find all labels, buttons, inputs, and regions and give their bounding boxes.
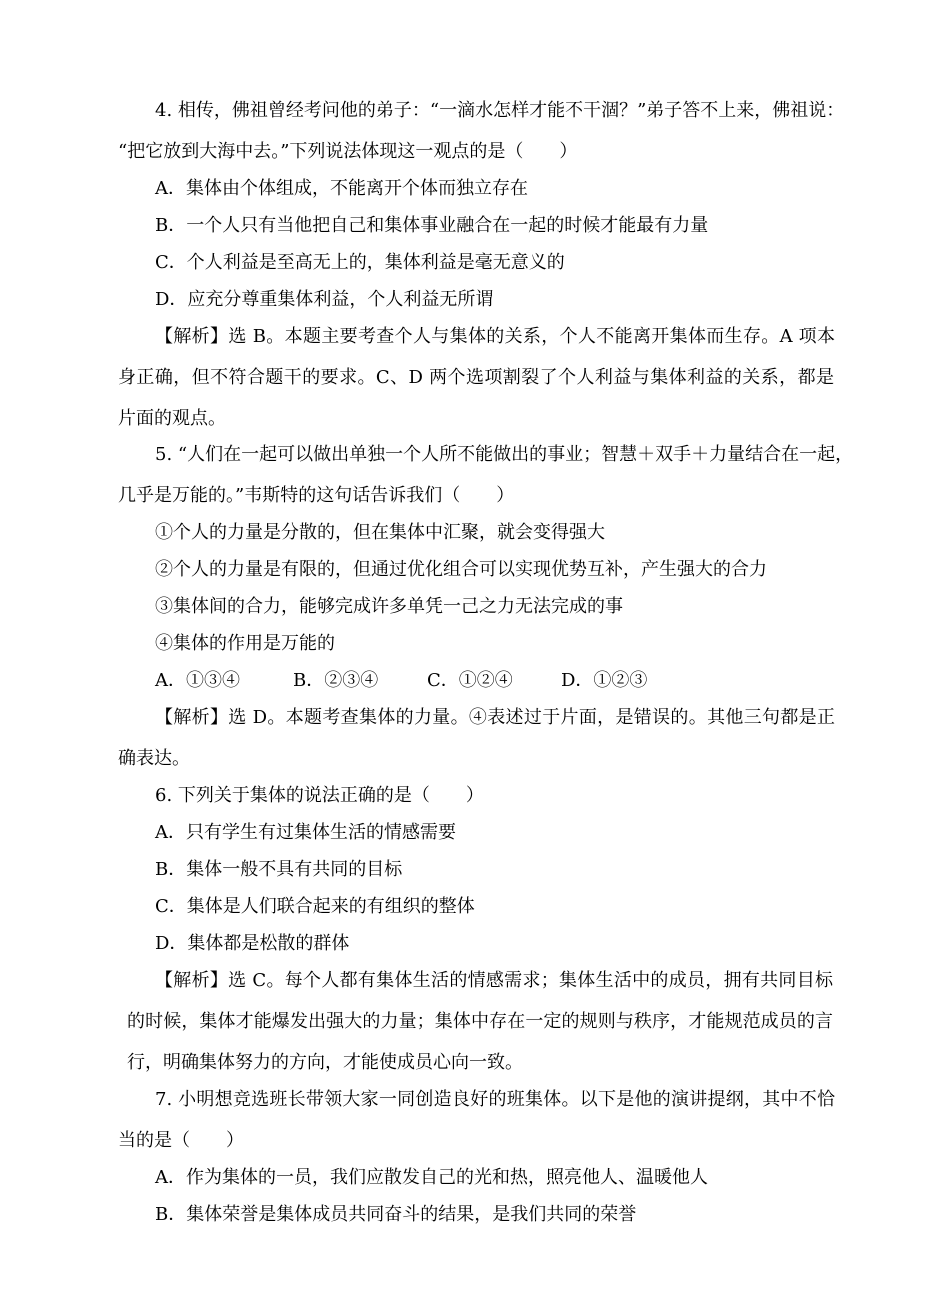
q4-stem-line1: 4. 相传，佛祖曾经考问他的弟子：“一滴水怎样才能不干涸？”弟子答不上来，佛祖说： bbox=[155, 100, 845, 121]
q5-analysis-line2: 确表达。 bbox=[118, 748, 190, 769]
q5-option-d: D．①②③ bbox=[561, 670, 648, 691]
q5-option-b: B．②③④ bbox=[293, 670, 379, 691]
q5-statement-2: ②个人的力量是有限的，但通过优化组合可以实现优势互补，产生强大的合力 bbox=[155, 559, 767, 580]
q5-analysis-line1: 【解析】选 D。本题考查集体的力量。④表述过于片面，是错误的。其他三句都是正 bbox=[155, 707, 835, 728]
q5-stem-line2: 几乎是万能的。”韦斯特的这句话告诉我们（ ） bbox=[118, 485, 515, 506]
q4-stem-line2: “把它放到大海中去。”下列说法体现这一观点的是（ ） bbox=[118, 141, 578, 162]
q6-analysis-line3: 行，明确集体努力的方向，才能使成员心向一致。 bbox=[127, 1052, 523, 1073]
q6-analysis-line2: 的时候，集体才能爆发出强大的力量；集体中存在一定的规则与秩序，才能规范成员的言 bbox=[127, 1011, 833, 1032]
q6-stem: 6. 下列关于集体的说法正确的是（ ） bbox=[155, 785, 484, 806]
q5-statement-1: ①个人的力量是分散的，但在集体中汇聚，就会变得强大 bbox=[155, 522, 605, 543]
q5-options-row bbox=[155, 669, 647, 693]
q5-option-c: C．①②④ bbox=[427, 670, 513, 691]
q4-option-a: A．集体由个体组成，不能离开个体而独立存在 bbox=[155, 178, 528, 199]
q4-option-b: B．一个人只有当他把自己和集体事业融合在一起的时候才能最有力量 bbox=[155, 215, 709, 236]
q6-option-a: A．只有学生有过集体生活的情感需要 bbox=[155, 822, 456, 843]
q7-stem-line1: 7. 小明想竞选班长带领大家一同创造良好的班集体。以下是他的演讲提纲，其中不恰 bbox=[155, 1089, 835, 1110]
q6-option-c: C．集体是人们联合起来的有组织的整体 bbox=[155, 896, 475, 917]
q5-statement-4: ④集体的作用是万能的 bbox=[155, 633, 335, 654]
q7-option-a: A．作为集体的一员，我们应散发自己的光和热，照亮他人、温暖他人 bbox=[155, 1167, 708, 1188]
q6-option-d: D．集体都是松散的群体 bbox=[155, 933, 350, 954]
q6-option-b: B．集体一般不具有共同的目标 bbox=[155, 859, 403, 880]
q4-analysis-line3: 片面的观点。 bbox=[118, 408, 226, 429]
q7-option-b: B．集体荣誉是集体成员共同奋斗的结果，是我们共同的荣誉 bbox=[155, 1204, 637, 1225]
q4-option-c: C．个人利益是至高无上的，集体利益是毫无意义的 bbox=[155, 252, 565, 273]
q7-stem-line2: 当的是（ ） bbox=[118, 1130, 244, 1151]
q5-option-a: A．①③④ bbox=[155, 670, 240, 691]
q4-option-d: D．应充分尊重集体利益，个人利益无所谓 bbox=[155, 289, 494, 310]
q4-analysis-line2: 身正确，但不符合题干的要求。C、D 两个选项割裂了个人利益与集体利益的关系，都是 bbox=[118, 367, 834, 388]
q4-analysis-line1: 【解析】选 B。本题主要考查个人与集体的关系，个人不能离开集体而生存。A 项本 bbox=[155, 326, 835, 347]
q5-statement-3: ③集体间的合力，能够完成许多单凭一己之力无法完成的事 bbox=[155, 596, 623, 617]
q6-analysis-line1: 【解析】选 C。每个人都有集体生活的情感需求；集体生活中的成员，拥有共同目标 bbox=[155, 970, 833, 991]
q5-stem-line1: 5. “人们在一起可以做出单独一个人所不能做出的事业；智慧＋双手＋力量结合在一起， bbox=[155, 444, 854, 465]
